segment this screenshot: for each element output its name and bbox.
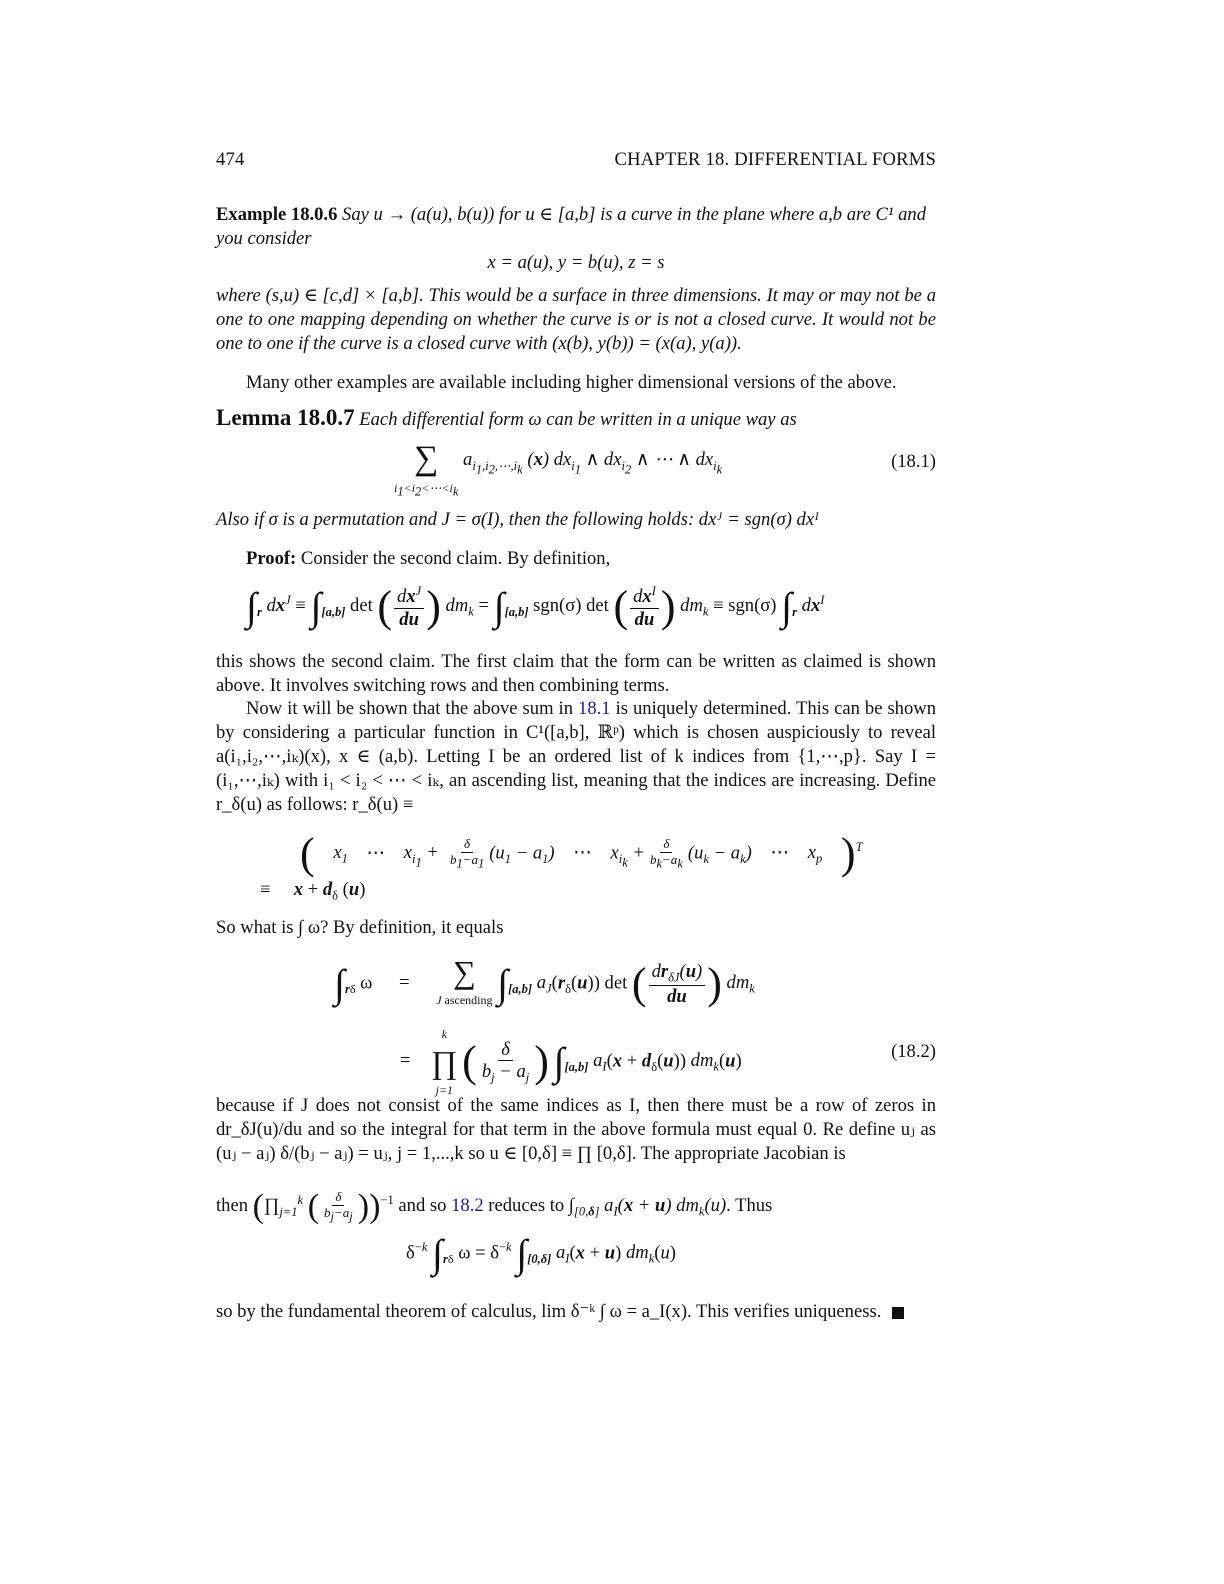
example-label: Example 18.0.6 <box>216 204 338 225</box>
equation-number-18-2: (18.2) <box>891 1041 936 1062</box>
equation-number-18-1: (18.1) <box>891 451 936 472</box>
proof-paragraph-2-b: is uniquely determined. This can be shown by considering a particular function in C¹([a,b], ℝᵖ) which is chosen auspiciously to reveal a(i₁,i₂,⋯,iₖ)(x), x ∈ (a,b). Letting I be an ordered list of k indices from {1,⋯,p}. Say I = (i₁,⋯,iₖ) with i₁ < i₂ < ⋯ < iₖ, an ascending list, meaning that the indices are increasing. Define r_δ(u) as follows: r_δ(u) ≡ <box>216 698 937 815</box>
delta-scaled-integral <box>216 1231 936 1288</box>
r-delta-definition <box>216 829 936 903</box>
r-delta-vector: ( $x_1$ ⋯ $x_{i_1}$ + $\frac{\delta}{b_1-a_1}$ $(u_1 - a_1)$ ⋯ $x_{i_k}$ + $\frac{\delta}{b_k-a_k}$ $(u_k - a_k)$ ⋯ $x_p$ )$^T$ <box>300 829 863 878</box>
paragraph-examples: Many other examples are available including higher dimensional versions of the above. <box>246 372 897 393</box>
lemma-also: Also if σ is a permutation and J = σ(I), then the following holds: dxᴶ = sgn(σ) dxᴵ <box>216 509 819 530</box>
proof-start <box>216 547 936 571</box>
running-header <box>216 148 936 172</box>
equation-18-1-body: ∑ $i_1<i_2<\cdots<i_k$ $a_{i_1,i_2,\cdots,i_k}$ (x) $dx_{i_1}$ ∧ $dx_{i_2}$ ∧ ⋯ ∧ $dx_{i_k}$ <box>394 440 723 499</box>
proof-reduces-to: reduces to <box>488 1195 565 1217</box>
lemma-statement: Each differential form ω can be written in a unique way as <box>359 409 797 430</box>
proof-integral-identity-body: $\int_r$ $dx^J \equiv \int_{[a,b]}$ det ( $\frac{dx^J}{du}$ ) $dm_k = \int_{[a,b]}$ sgn(σ) det ( $\frac{dx^I}{du}$ ) $dm_k \equiv sgn(\sigma)$ $\int_r$ $dx^I$ <box>246 581 825 631</box>
equation-18-2 <box>216 950 936 1097</box>
proof-paragraph-3: because if J does not consist of the same indices as I, then there must be a row of zeros in dr_δJ(u)/du and so the integral for that term in the above formula must equal 0. Re define uⱼ as (uⱼ − aⱼ) δ/(bⱼ − aⱼ) = uⱼ, j = 1,...,k so u ∈ [0,δ] ≡ ∏ [0,δ]. The appropriate Jacobian is <box>216 1095 936 1164</box>
proof-and-so: and so <box>398 1195 447 1217</box>
proof-label: Proof: <box>246 548 297 569</box>
proof-paragraph-2 <box>216 697 936 817</box>
example-18-0-6 <box>216 203 936 251</box>
example-body: where (s,u) ∈ [c,d] × [a,b]. This would be a surface in three dimensions. It may or may not be a one to one mapping depending on whether the curve is or is not a closed curve. It would not be one to one if the curve is a closed curve with (x(b), y(b)) = (x(a), y(a)). <box>216 285 936 354</box>
proof-jacobian-line: then ($\prod_{j=1}^k$ ( $\frac{\delta}{b_j-a_j}$ ))$^{-1}$ and so 18.2 reduces to $\int_{[0,\delta]}$ $a_I(x + u)$ $dm_k(u)$. Thus <box>216 1187 773 1225</box>
ref-equation-18-1[interactable]: 18.1 <box>578 698 611 719</box>
delta-scaled-integral-body: $\delta^{-k}$ $\int_{r\delta}$ $\omega = \delta^{-k}$ $\int_{[0,\delta]}$ $a_I(x + u)$ $dm_k(u)$ <box>406 1231 676 1276</box>
proof-final-text: so by the fundamental theorem of calculus, lim δ⁻ᵏ ∫ ω = a_I(x). This verifies uniqueness. <box>216 1301 882 1322</box>
proof-paragraph-1: this shows the second claim. The first claim that the form can be written as claimed is shown above. It involves switching rows and then combining terms. <box>216 651 936 696</box>
proof-then: then <box>216 1195 249 1217</box>
lemma-18-0-7 <box>216 406 936 432</box>
r-delta-equivalent: ≡ $x + d_\delta$ (u) <box>260 879 366 903</box>
example-equation: x = a(u), y = b(u), z = s <box>487 252 665 273</box>
proof-paragraph-2-a: Now it will be shown that the above sum in <box>246 698 574 719</box>
proof-integral-identity <box>216 581 936 642</box>
ref-equation-18-2[interactable]: 18.2 <box>451 1195 484 1217</box>
qed-square-icon <box>892 1307 904 1319</box>
equation-18-2-line-1: $\int_{r\delta}$ ω = ∑ J ascending $\int_{[a,b]}$ $a_J(r_\delta(u))$ det ( $\frac{dr_{\delta J}(u)}{du}$ ) $dm_k$ <box>334 954 755 1008</box>
page-number: 474 <box>216 149 245 170</box>
proof-so-what: So what is ∫ ω? By definition, it equals <box>216 917 504 938</box>
equation-18-2-line-2: = k ∏ j=1 ( $\frac{\delta}{b_j - a_j}$ ) $\int_{[a,b]}$ $a_I(x + d_\delta(u))$ $dm_k(u)$ <box>400 1027 742 1097</box>
equation-18-1 <box>216 440 936 499</box>
proof-final <box>216 1300 936 1324</box>
chapter-title: CHAPTER 18. DIFFERENTIAL FORMS <box>614 149 936 170</box>
proof-thus: . Thus <box>726 1195 773 1217</box>
lemma-label: Lemma 18.0.7 <box>216 405 355 430</box>
proof-first-line: Consider the second claim. By definition, <box>300 548 611 569</box>
example-intro: Say u → (a(u), b(u)) for u ∈ [a,b] is a curve in the plane where a,b are C¹ and you consider <box>216 204 926 249</box>
